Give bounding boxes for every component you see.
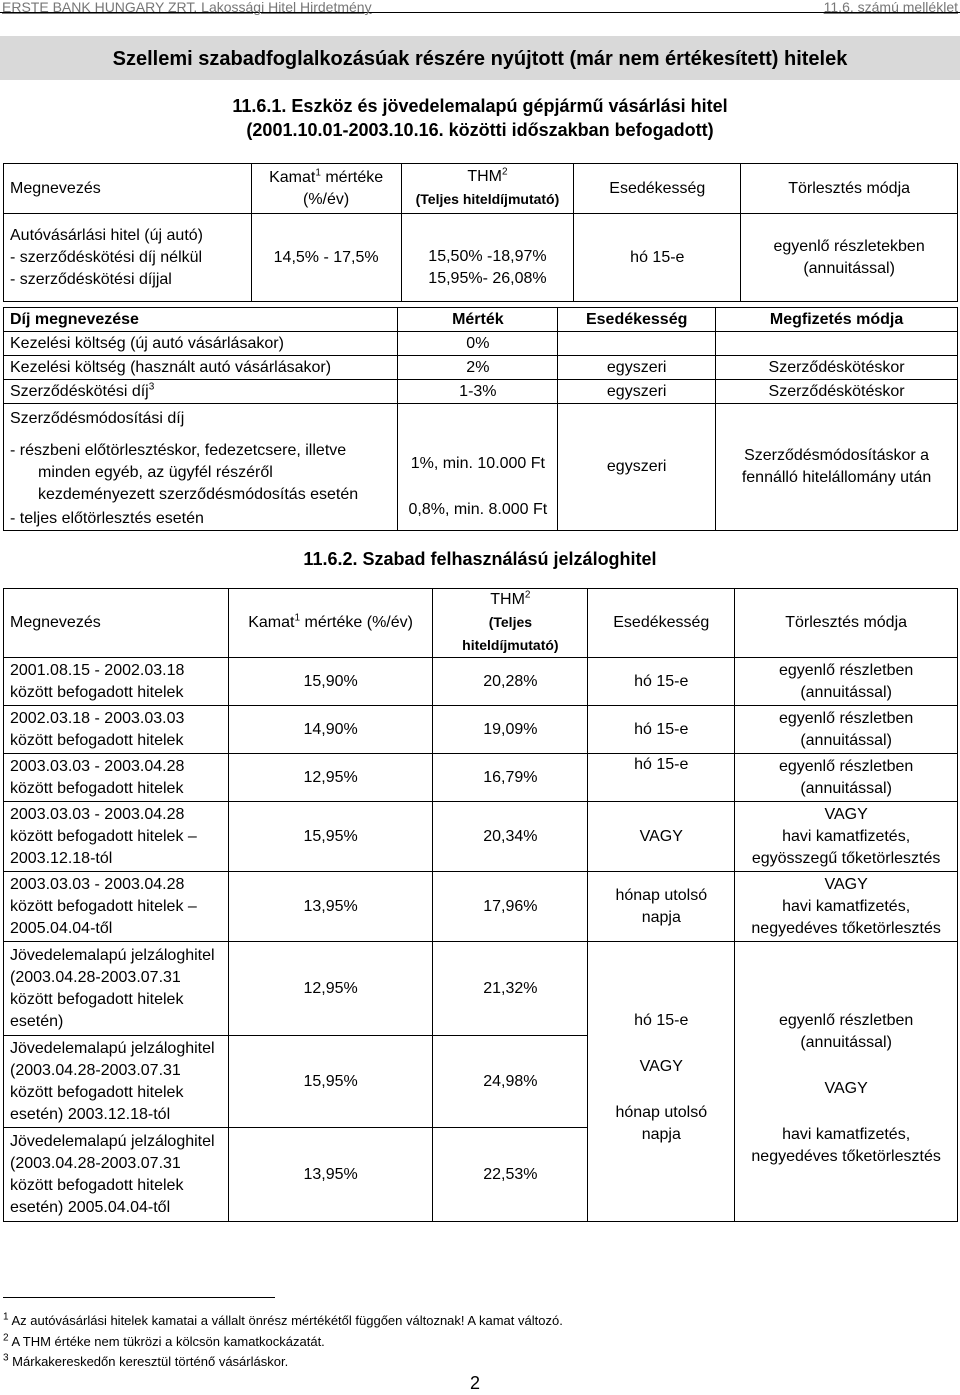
col-header-name: Megnevezés: [4, 164, 252, 214]
repay-cell: egyenlő részletben (annuitással): [735, 658, 958, 706]
table-row: [4, 706, 958, 754]
col-header-repay: Törlesztés módja: [735, 589, 958, 658]
table-row: [4, 332, 958, 356]
repay-cell: egyenlő részletben (annuitással): [735, 706, 958, 754]
rate-cell: 12,95%: [228, 942, 433, 1036]
fee-amount: 1%, min. 10.000 Ft 0,8%, min. 8.000 Ft: [398, 404, 558, 531]
repay-cell: egyenlő részletben (annuitással): [735, 754, 958, 802]
rate-cell: 14,5% - 17,5%: [251, 214, 401, 302]
mortgage-table: [3, 588, 958, 1222]
loan-name-cell: 2003.03.03 - 2003.04.28 között befogadott hitelek – 2003.12.18-tól: [4, 802, 229, 872]
header-right-text: 11.6. számú melléklet: [823, 0, 958, 15]
thm-cell: 22,53%: [433, 1128, 588, 1222]
loan-name-cell: Autóvásárlási hitel (új autó) - szerződéskötési díj nélkül - szerződéskötési díjjal: [4, 214, 252, 302]
table-row: [4, 404, 958, 531]
section-1-title-line-1: 11.6.1. Eszköz és jövedelemalapú gépjármű vásárlási hitel: [232, 96, 728, 116]
fee-name: Szerződésmódosítási díj - részbeni előtörlesztéskor, fedezetcsere, illetve minden egyéb, az ügyfél részéről kezdeményezett szerződésmódosítás esetén - teljes előtörlesztés esetén: [4, 404, 398, 531]
col-header-due: Esedékesség: [588, 589, 735, 658]
col-header-name: Megnevezés: [4, 589, 229, 658]
repay-cell: VAGY havi kamatfizetés, negyedéves tőketörlesztés: [735, 872, 958, 942]
col-header-payment: Megfizetés módja: [716, 308, 958, 332]
fee-due: egyszeri: [558, 356, 716, 380]
col-header-repay: Törlesztés módja: [741, 164, 958, 214]
due-cell: VAGY: [588, 802, 735, 872]
fees-table: [3, 307, 958, 531]
fee-due: egyszeri: [558, 380, 716, 404]
repay-cell: VAGY havi kamatfizetés, egyösszegű tőketörlesztés: [735, 802, 958, 872]
rate-cell: 15,90%: [228, 658, 433, 706]
due-cell: hó 15-e: [574, 214, 741, 302]
thm-cell: 24,98%: [433, 1036, 588, 1128]
loan-name-cell: 2001.08.15 - 2002.03.18 között befogadott hitelek: [4, 658, 229, 706]
rate-cell: 12,95%: [228, 754, 433, 802]
loan-name-cell: Jövedelemalapú jelzáloghitel (2003.04.28-2003.07.31 között befogadott hitelek esetén): [4, 942, 229, 1036]
fee-payment: Szerződéskötéskor: [716, 380, 958, 404]
section-2-title: 11.6.2. Szabad felhasználású jelzáloghitel: [303, 549, 657, 569]
thm-cell: 20,28%: [433, 658, 588, 706]
due-cell: hó 15-e: [588, 706, 735, 754]
table-row: [4, 872, 958, 942]
col-header-rate: Kamat$^1$ mértéke (%/év): [251, 164, 401, 214]
fee-name: Kezelési költség (használt autó vásárlásakor): [4, 356, 398, 380]
rate-cell: 15,95%: [228, 1036, 433, 1128]
footnote-2: $^2$ A THM értéke nem tükrözi a kölcsön kamatkockázatát.: [3, 1332, 325, 1349]
repay-cell: egyenlő részletben (annuitással) VAGY havi kamatfizetés, negyedéves tőketörlesztés: [735, 942, 958, 1222]
due-cell: hó 15-e: [588, 658, 735, 706]
thm-cell: 15,50% -18,97% 15,95%- 26,08%: [401, 214, 574, 302]
header-left-text: ERSTE BANK HUNGARY ZRT. Lakossági Hitel Hirdetmény: [2, 0, 372, 15]
col-header-due: Esedékesség: [574, 164, 741, 214]
fee-payment: [716, 332, 958, 356]
rate-cell: 13,95%: [228, 872, 433, 942]
loan-name-cell: 2003.03.03 - 2003.04.28 között befogadott hitelek: [4, 754, 229, 802]
table-header-row: [4, 308, 958, 332]
footnote-3: $^3$ Márkakereskedőn keresztül történő vásárláskor.: [3, 1352, 289, 1369]
rate-cell: 14,90%: [228, 706, 433, 754]
fee-amount: 0%: [398, 332, 558, 356]
page-title: Szellemi szabadfoglalkozásúak részére nyújtott (már nem értékesített) hitelek: [112, 48, 848, 70]
table-header-row: [4, 589, 958, 658]
fee-name: Kezelési költség (új autó vásárlásakor): [4, 332, 398, 356]
loan-name-cell: 2003.03.03 - 2003.04.28 között befogadott hitelek – 2005.04.04-től: [4, 872, 229, 942]
rate-cell: 13,95%: [228, 1128, 433, 1222]
thm-cell: 20,34%: [433, 802, 588, 872]
footnote-1: $^1$ Az autóvásárlási hitelek kamatai a vállalt önrész mértékétől függően változnak! A kamat változó.: [3, 1311, 563, 1328]
table-header-row: [4, 164, 958, 214]
table-row: [4, 356, 958, 380]
thm-cell: 17,96%: [433, 872, 588, 942]
footnote-separator: [3, 1297, 275, 1298]
loan-name-cell: Jövedelemalapú jelzáloghitel (2003.04.28-2003.07.31 között befogadott hitelek esetén) 2005.04.04-től: [4, 1128, 229, 1222]
table-row: [4, 658, 958, 706]
fee-name: Szerződéskötési díj$^3$: [4, 380, 398, 404]
col-header-amount: Mérték: [398, 308, 558, 332]
fee-payment: Szerződéskötéskor: [716, 356, 958, 380]
col-header-thm: THM$^2$ (Teljes hiteldíjmutató): [433, 589, 588, 658]
loan-name-cell: 2002.03.18 - 2003.03.03 között befogadott hitelek: [4, 706, 229, 754]
col-header-rate: Kamat$^1$ mértéke (%/év): [228, 589, 433, 658]
fee-due: [558, 332, 716, 356]
repay-cell: egyenlő részletekben (annuitással): [741, 214, 958, 302]
table-row: [4, 214, 958, 302]
fee-payment: Szerződésmódosításkor a fennálló hitelállomány után: [716, 404, 958, 531]
car-loan-table: [3, 163, 958, 302]
col-header-fee-name: Díj megnevezése: [4, 308, 398, 332]
due-cell: hó 15-e: [588, 754, 735, 802]
table-row: [4, 380, 958, 404]
table-row: [4, 802, 958, 872]
thm-cell: 19,09%: [433, 706, 588, 754]
due-cell: hónap utolsó napja: [588, 872, 735, 942]
page-header: [0, 0, 960, 13]
fee-amount: 1-3%: [398, 380, 558, 404]
section-1-title-line-2: (2001.10.01-2003.10.16. közötti időszakban befogadott): [246, 120, 714, 140]
col-header-thm: THM$^2$ (Teljes hiteldíjmutató): [401, 164, 574, 214]
fee-amount: 2%: [398, 356, 558, 380]
thm-cell: 16,79%: [433, 754, 588, 802]
page-number: 2: [470, 1373, 481, 1393]
table-row: [4, 942, 958, 1036]
thm-cell: 21,32%: [433, 942, 588, 1036]
due-cell: hó 15-e VAGY hónap utolsó napja: [588, 942, 735, 1222]
fee-due: egyszeri: [558, 404, 716, 531]
col-header-due: Esedékesség: [558, 308, 716, 332]
loan-name-cell: Jövedelemalapú jelzáloghitel (2003.04.28-2003.07.31 között befogadott hitelek esetén) 2003.12.18-tól: [4, 1036, 229, 1128]
table-row: [4, 754, 958, 802]
rate-cell: 15,95%: [228, 802, 433, 872]
